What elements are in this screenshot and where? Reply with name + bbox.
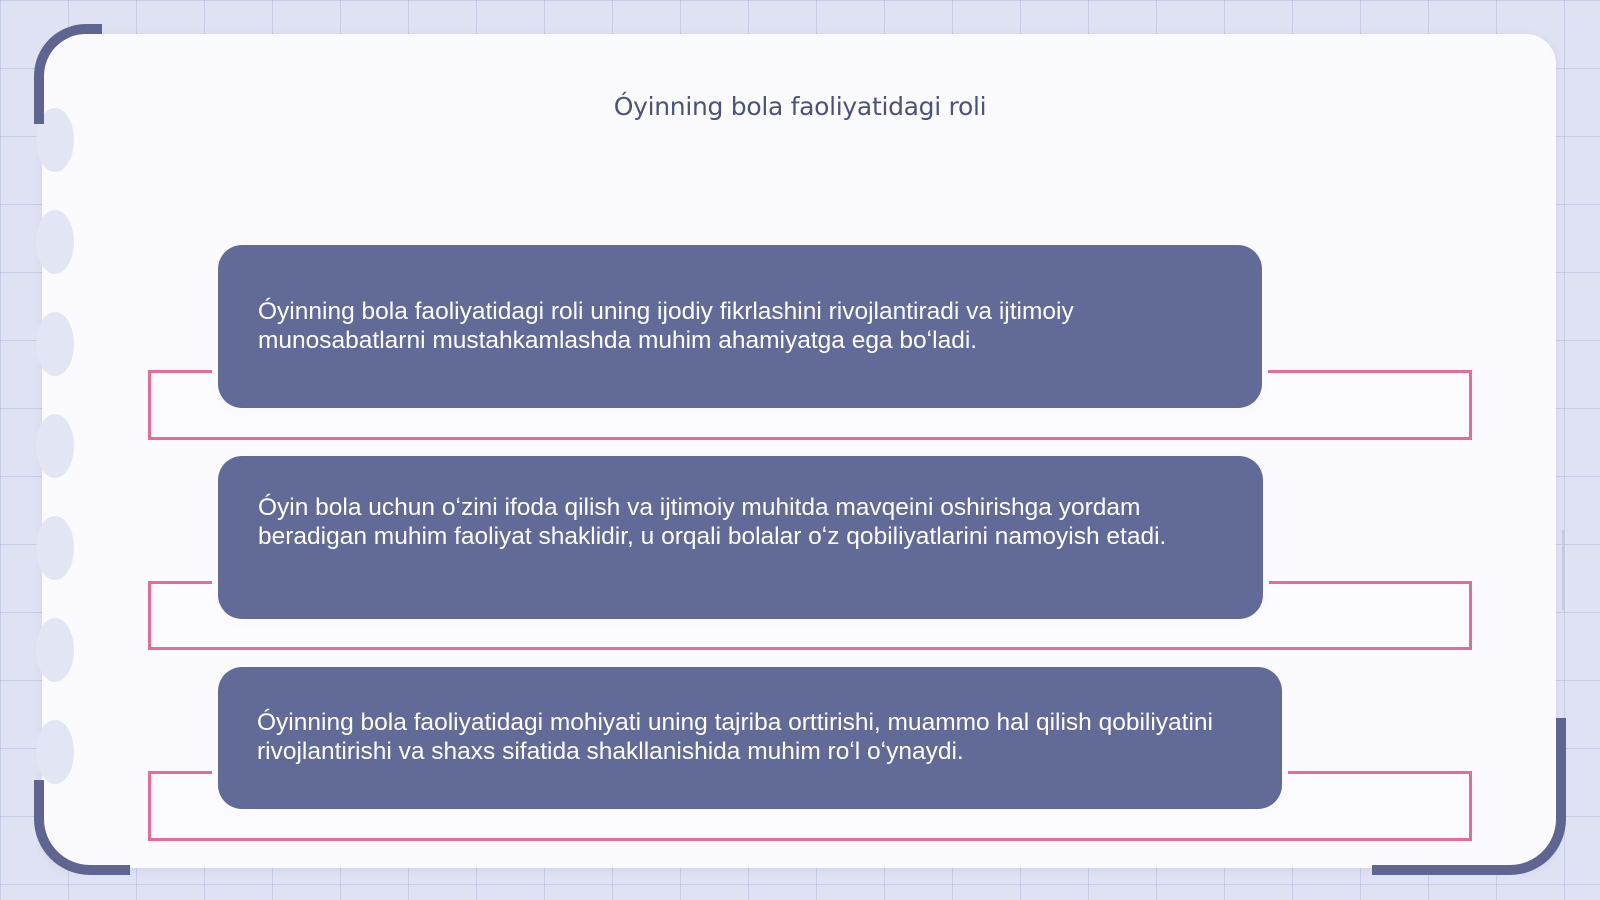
item-card-1 [218,245,1262,408]
notebook-scallop [36,210,74,274]
notebook-scallop [36,618,74,682]
notebook-scallop [36,312,74,376]
notebook-scallop [36,414,74,478]
item-card-2 [218,456,1263,619]
item-text-3: Óyinning bola faoliyatidagi mohiyati uning tajriba orttirishi, muammo hal qilish qobiliyatini rivojlantirishi va shaxs sifatida shakllanishida muhim roʻl oʻynaydi. [257,709,1213,765]
notebook-scallop [36,720,74,784]
item-text-2: Óyin bola uchun oʻzini ifoda qilish va ijtimoiy muhitda mavqeini oshirishga yordam beradigan muhim faoliyat shaklidir, u orqali bolalar oʻz qobiliyatlarini namoyish etadi. [258,494,1167,550]
side-decoration [1562,530,1564,610]
item-text-1: Óyinning bola faoliyatidagi roli uning ijodiy fikrlashini rivojlantiradi va ijtimoiy munosabatlarni mustahkamlashda muhim ahamiyatga ega boʻladi. [258,298,1074,354]
item-card-3 [218,667,1282,809]
notebook-scallop [36,516,74,580]
slide-title: Óyinning bola faoliyatidagi roli [613,92,987,121]
corner-bracket-bottom-left [34,780,130,875]
